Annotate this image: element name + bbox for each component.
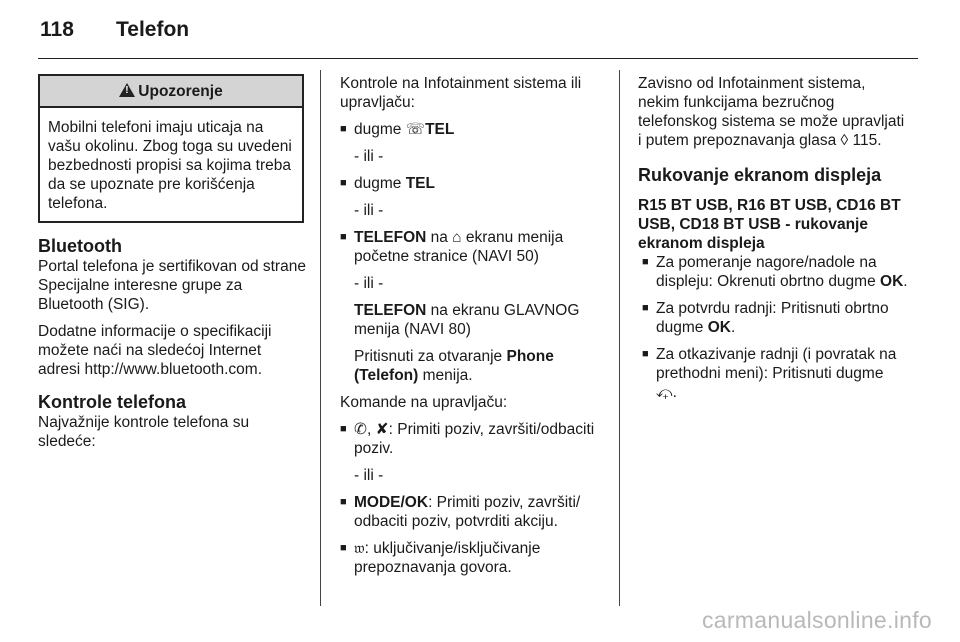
call-accept-icon: ✆ — [354, 421, 367, 438]
wheel-controls-intro: Komande na upravljaču: — [340, 394, 508, 411]
call-end-icon: ✘ — [375, 421, 389, 438]
telefon-main-menu: TELEFON na ekranu GLAVNOG menija (NAVI 80) — [354, 302, 580, 338]
bluetooth-paragraph-1: Portal telefona je sertifikovan od strane Specijalne interesne grupe za Bluetooth (SIG). — [38, 258, 306, 313]
warning-body: Mobilni telefoni imaju uticaja na vašu okolinu. Zbog toga su uvedeni bezbednosti propisi sa kojima treba da se upoznate pre korišćenja telefona. — [48, 119, 292, 212]
chapter-title: Telefon — [116, 18, 190, 41]
or-separator: - ili - — [354, 202, 384, 219]
warning-triangle-icon: ! — [119, 83, 135, 97]
phone-handset-icon: ☏ — [405, 121, 426, 138]
phone-menu-note: Pritisnuti za otvaranje Phone (Telefon) menija. — [354, 348, 554, 384]
warning-box — [38, 74, 304, 223]
voice-recognition-icon: 𝔴 — [354, 540, 365, 557]
page-number: 118 — [40, 18, 74, 41]
home-icon: ⌂ — [452, 229, 462, 246]
or-separator: - ili - — [354, 148, 384, 165]
page-reference-icon: ◊ — [840, 132, 849, 149]
column-divider-2 — [619, 70, 620, 606]
warning-title: Upozorenje — [138, 83, 223, 100]
column-1 — [38, 74, 306, 459]
list-item-tel-icon: ■ dugme ☏TEL — [340, 121, 455, 138]
list-item-call-buttons: ■ ✆, ✘: Primiti poziv, završiti/odbaciti poziv. — [340, 421, 595, 457]
controls-intro: Najvažnije kontrole telefona su sledeće: — [38, 414, 250, 450]
list-item-cancel: ■ Za otkazivanje radnji (i povratak na prethodni meni): Pritisnuti dugme ⤽. — [642, 346, 897, 401]
display-subheading: R15 BT USB, R16 BT USB, CD16 BT USB, CD18 BT USB - rukovanje ekranom displeja — [638, 197, 901, 252]
back-icon: ⤽ — [656, 384, 673, 401]
or-separator: - ili - — [354, 275, 384, 292]
column-3 — [638, 74, 908, 410]
list-item-confirm: ■ Za potvrdu radnji: Pritisnuti obrtno dugme OK. — [642, 300, 889, 336]
list-item-scroll: ■ Za pomeranje nagore/nadole na displeju: Okrenuti obrtno dugme OK. — [642, 254, 908, 290]
column-divider-1 — [320, 70, 321, 606]
controls-heading: Kontrole telefona — [38, 392, 187, 412]
column-2 — [340, 74, 605, 585]
col2-intro: Kontrole na Infotainment sistema ili upravljaču: — [340, 75, 582, 111]
list-item-telefon: ■ TELEFON na ⌂ ekranu menija početne stranice (NAVI 50) — [340, 229, 564, 265]
header-rule — [38, 58, 918, 59]
or-separator: - ili - — [354, 467, 384, 484]
warning-header — [40, 76, 302, 108]
voice-paragraph: Zavisno od Infotainment sistema, nekim funkcijama bezručnog telefonskog sistema se može upravljati i putem prepoznavanja glasa ◊ 115. — [638, 75, 905, 149]
list-item-tel: ■ dugme TEL — [340, 175, 435, 192]
list-item-voice: ■ 𝔴: uključivanje/isključivanje prepoznavanja govora. — [340, 540, 541, 576]
bluetooth-heading: Bluetooth — [38, 236, 122, 256]
bluetooth-paragraph-2: Dodatne informacije o specifikaciji možete naći na sledećoj Internet adresi http://www.bluetooth.com. — [38, 323, 272, 378]
display-heading: Rukovanje ekranom displeja — [638, 165, 882, 185]
list-item-mode-ok: ■ MODE/OK: Primiti poziv, završiti/ odbaciti poziv, potvrditi akciju. — [340, 494, 581, 530]
page-header — [40, 18, 189, 42]
watermark: carmanualsonline.info — [701, 607, 932, 633]
